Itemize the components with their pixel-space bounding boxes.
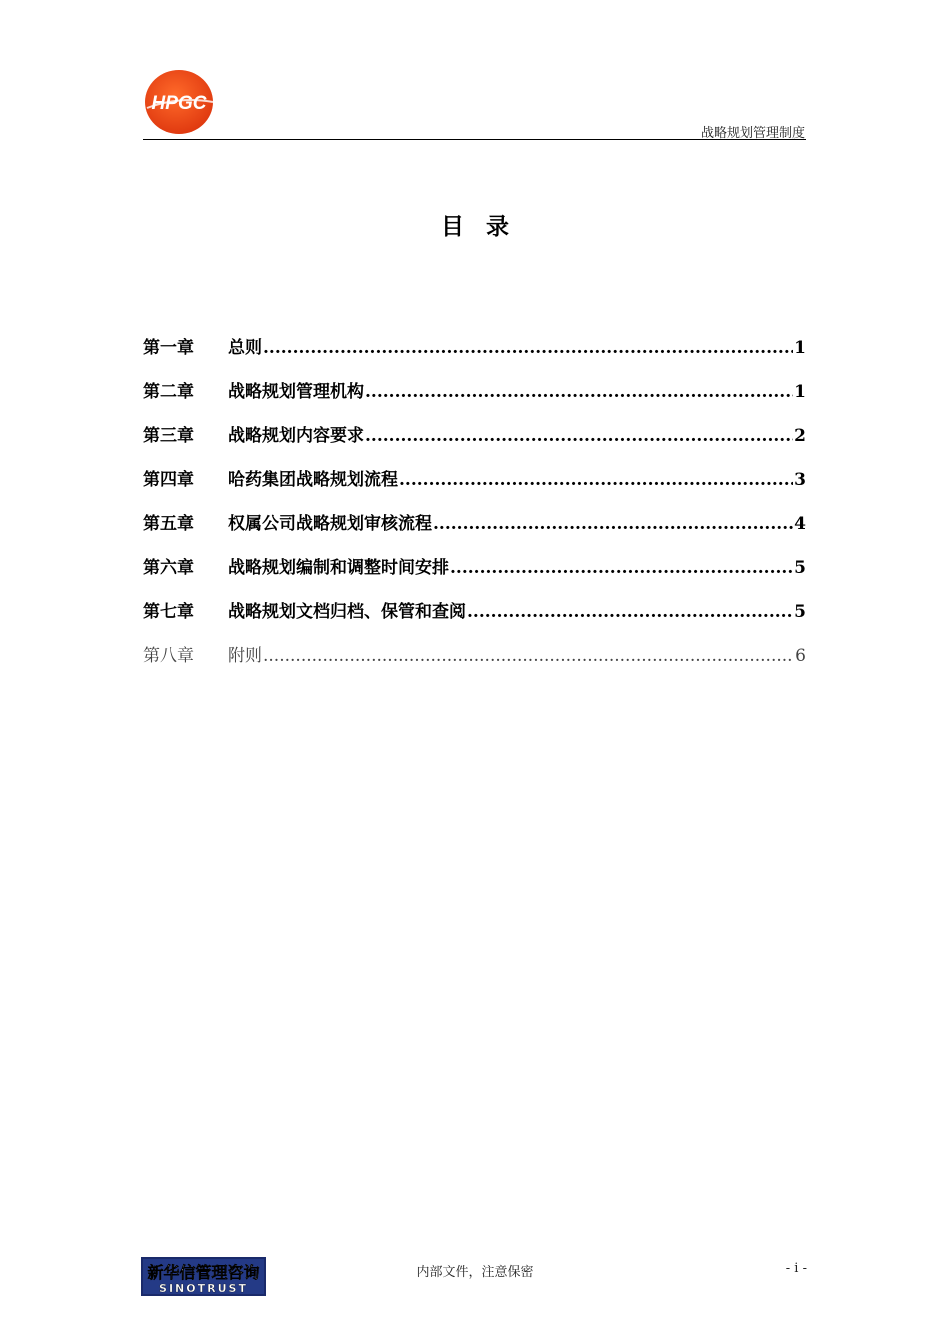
toc-entry-title: 战略规划文档归档、保管和查阅: [228, 602, 466, 622]
confidential-notice: 内部文件，注意保密: [416, 1265, 534, 1280]
toc-leader-dots: [433, 514, 793, 534]
toc-leader-dots: [365, 426, 793, 446]
toc-entry-2[interactable]: [143, 377, 806, 421]
toc-entry-7[interactable]: [143, 597, 806, 641]
toc-entry-1[interactable]: [143, 333, 806, 377]
toc-entry-title: 哈药集团战略规划流程: [228, 470, 398, 490]
toc-page-number: 6: [795, 646, 806, 666]
hpgc-logo: [143, 68, 215, 136]
toc-entry-title: 战略规划管理机构: [228, 382, 364, 402]
toc-chapter: 第八章: [143, 646, 194, 666]
svg-text:新华信管理咨询: 新华信管理咨询: [147, 1263, 260, 1282]
toc-entry-title: 战略规划内容要求: [228, 426, 364, 446]
toc-chapter: 第三章: [143, 426, 194, 446]
toc-entry-6[interactable]: [143, 553, 806, 597]
page-number: - i -: [785, 1261, 807, 1276]
toc-page-number: 2: [794, 426, 806, 446]
toc-page-number: 5: [794, 602, 806, 622]
toc-page-number: 3: [794, 470, 806, 490]
toc-leader-dots: [263, 646, 794, 666]
toc-entry-4[interactable]: [143, 465, 806, 509]
toc-chapter: 第五章: [143, 514, 194, 534]
table-of-contents: [143, 333, 806, 685]
toc-leader-dots: [263, 338, 793, 358]
toc-leader-dots: [365, 382, 793, 402]
toc-page-number: 1: [794, 382, 806, 402]
header-divider: [143, 139, 806, 140]
toc-entry-8[interactable]: [143, 641, 806, 685]
toc-chapter: 第一章: [143, 338, 194, 358]
toc-entry-title: 附则: [228, 646, 262, 666]
toc-entry-title: 权属公司战略规划审核流程: [228, 514, 432, 534]
toc-entry-5[interactable]: [143, 509, 806, 553]
toc-leader-dots: [399, 470, 793, 490]
toc-leader-dots: [450, 558, 793, 578]
toc-leader-dots: [467, 602, 793, 622]
toc-entry-title: 战略规划编制和调整时间安排: [228, 558, 449, 578]
svg-text:SINOTRUST: SINOTRUST: [159, 1282, 248, 1295]
header-doc-name: 战略规划管理制度: [700, 126, 805, 141]
toc-chapter: 第七章: [143, 602, 194, 622]
toc-entry-3[interactable]: [143, 421, 806, 465]
svg-text:HPGC: HPGC: [151, 93, 207, 114]
toc-chapter: 第六章: [143, 558, 194, 578]
toc-chapter: 第四章: [143, 470, 194, 490]
toc-chapter: 第二章: [143, 382, 194, 402]
toc-page-number: 4: [794, 514, 806, 534]
toc-title: 目录: [441, 213, 531, 240]
toc-entry-title: 总则: [228, 338, 262, 358]
toc-page-number: 5: [794, 558, 806, 578]
toc-page-number: 1: [794, 338, 806, 358]
